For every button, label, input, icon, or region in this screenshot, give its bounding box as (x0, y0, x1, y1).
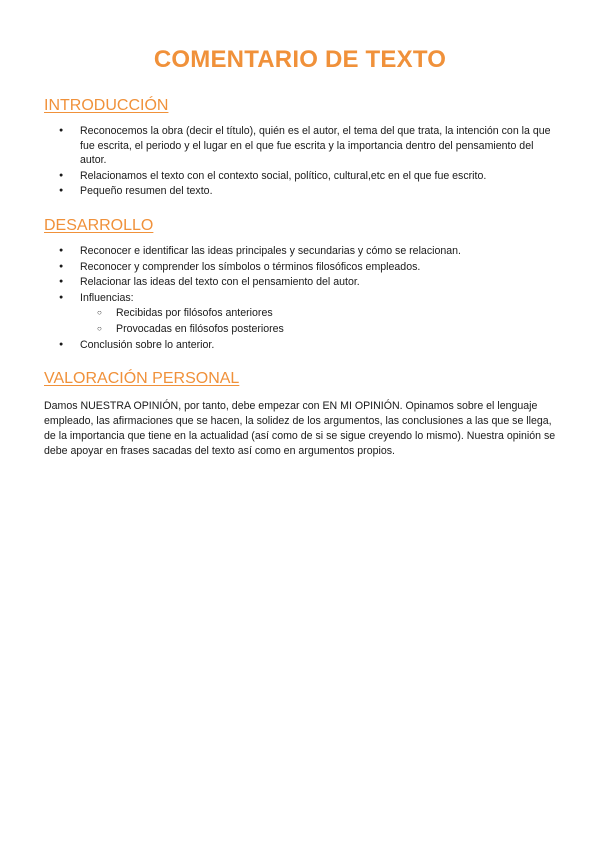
document-title: COMENTARIO DE TEXTO (153, 46, 447, 73)
list-item-influencias (44, 291, 556, 337)
list-item: ● Reconocemos la obra (decir el título), quién es el autor, el tema del que trata, la intención con la que fue escrita, el periodo y el lugar en el que fue escrita y la importancia dentro del pensamiento del autor. (44, 124, 556, 168)
list-item: ● Relacionamos el texto con el contexto social, político, cultural,etc en el que fue escrito. (44, 169, 556, 184)
list-item: ● Reconocer e identificar las ideas principales y secundarias y cómo se relacionan. (44, 244, 556, 259)
valoracion-paragraph: Damos NUESTRA OPINIÓN, por tanto, debe empezar con EN MI OPINIÓN. Opinamos sobre el lenguaje empleado, las afirmaciones que se hacen, la solidez de los argumentos, las conclusiones a las que se llega, de la importancia que tiene en la actualidad (así como de si se sigue creyendo lo mismo). Nuestra opinión se debe apoyar en frases sacadas del texto así como en argumentos propios. (44, 400, 556, 458)
influencias-label: Influencias: (80, 291, 134, 304)
heading-introduccion: INTRODUCCIÓN (44, 97, 169, 114)
influencias-sublist (80, 306, 556, 336)
heading-valoracion-personal: VALORACIÓN PERSONAL (44, 370, 240, 388)
heading-desarrollo: DESARROLLO (44, 216, 154, 234)
sublist-item: ○ Provocadas en filósofos posteriores (80, 322, 556, 337)
sublist-item: ○ Recibidas por filósofos anteriores (80, 306, 556, 321)
list-item: ● Relacionar las ideas del texto con el pensamiento del autor. (44, 275, 556, 290)
list-item: ● Conclusión sobre lo anterior. (44, 338, 556, 353)
introduccion-list (44, 124, 556, 199)
desarrollo-list (44, 244, 556, 352)
list-item: ● Pequeño resumen del texto. (44, 184, 556, 199)
list-item: ● Reconocer y comprender los símbolos o términos filosóficos empleados. (44, 260, 556, 275)
